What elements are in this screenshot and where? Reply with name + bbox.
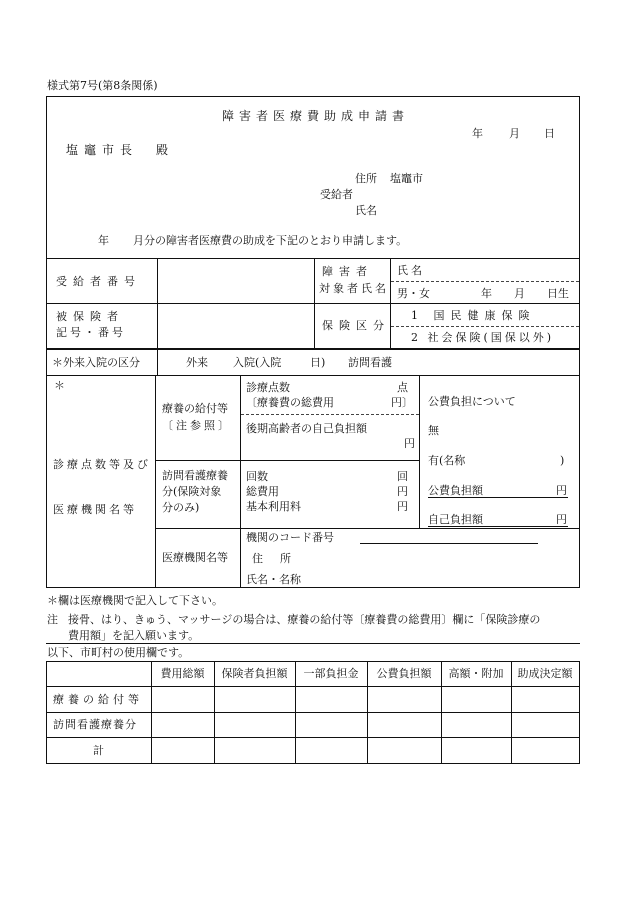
gender-field[interactable]: 男・女: [397, 287, 430, 300]
city-row-nursing: 訪問看護療養分: [53, 718, 137, 731]
star-note: ＊欄は医療機関で記入して下さい。: [47, 594, 223, 607]
nursing-label-line2: 分(保険対象: [162, 485, 222, 498]
visit-inpatient[interactable]: 入院(入院: [233, 356, 282, 369]
date-year: 年: [472, 127, 483, 140]
date-day: 日: [544, 127, 555, 140]
visit-count-unit: 回: [397, 470, 408, 483]
subject-label-line2: 対象者氏名: [319, 282, 389, 295]
form-number: 様式第7号(第8条関係): [47, 79, 158, 92]
birth-month: 月: [514, 287, 525, 300]
insured-label-line2: 記号・番号: [56, 326, 126, 339]
self-burden-amount-label: 自己負担額: [428, 513, 483, 526]
medical-star: ＊: [54, 379, 65, 392]
self-burden-amount-unit: 円: [556, 513, 567, 526]
points-label: 診療点数: [246, 381, 290, 394]
address-value: 塩竈市: [390, 172, 423, 185]
city-header-insurer-burden: 保険者負担額: [221, 667, 288, 680]
institution-code-label: 機関のコード番号: [246, 531, 334, 544]
city-row-total: 計: [93, 744, 104, 757]
recipient-label: 受給者: [320, 188, 353, 201]
visit-home-nursing[interactable]: 訪問看護: [348, 356, 392, 369]
insurance-option-national[interactable]: 1 国民健康保険: [411, 309, 536, 322]
nursing-label-line3: 分のみ): [162, 501, 200, 514]
nursing-total-unit: 円: [397, 485, 408, 498]
benefit-label-line1: 療養の給付等: [162, 402, 228, 415]
request-year: 年: [98, 234, 109, 247]
medical-side-label-line1: 診療点数等及び: [53, 458, 151, 471]
institution-name-label: 氏名・名称: [246, 573, 301, 586]
city-header-public-burden: 公費負担額: [376, 667, 432, 680]
date-month: 月: [509, 127, 520, 140]
public-burden-yes[interactable]: 有(名称: [428, 454, 466, 467]
subject-name-label: 氏名: [397, 264, 425, 277]
nursing-label-line1: 訪問看護療養: [162, 469, 228, 482]
city-row-benefit: 療養の給付等: [53, 693, 143, 706]
city-header-high-cost: 高額・附加: [448, 667, 504, 680]
visit-count-label: 回数: [246, 470, 268, 483]
basic-fee-unit: 円: [397, 500, 408, 513]
city-header-subsidy: 助成決定額: [517, 667, 573, 680]
visit-outpatient[interactable]: 外来: [186, 356, 208, 369]
city-use-note: 以下、市町村の使用欄です。: [47, 646, 190, 659]
applicant-name-label: 氏名: [355, 204, 377, 217]
institution-label: 医療機関名等: [162, 551, 228, 564]
public-burden-amount-unit: 円: [556, 484, 567, 497]
birth-year: 年: [481, 287, 492, 300]
insurance-category-label: 保険区分: [322, 319, 390, 332]
address-label: 住所: [355, 172, 377, 185]
insured-label-line1: 被保険者: [56, 310, 124, 323]
note-line1: 接骨、はり、きゅう、マッサージの場合は、療養の給付等〔療養費の総費用〕欄に「保険診療の: [68, 613, 541, 626]
elderly-burden-label: 後期高齢者の自己負担額: [246, 422, 367, 435]
elderly-burden-unit: 円: [404, 437, 415, 450]
benefit-label-line2: 〔注参照〕: [162, 419, 232, 432]
public-burden-amount-label: 公費負担額: [428, 484, 483, 497]
total-cost-unit: 円〕: [391, 396, 413, 409]
nursing-total-label: 総費用: [246, 485, 279, 498]
basic-fee-label: 基本利用料: [246, 500, 301, 513]
public-burden-none[interactable]: 無: [428, 424, 439, 437]
form-title: 障害者医療費助成申請書: [222, 109, 410, 123]
public-burden-about: 公費負担について: [428, 395, 516, 408]
public-burden-yes-close: ): [560, 454, 565, 467]
visit-inpatient-days: 日): [310, 356, 326, 369]
institution-address-label: 住 所: [252, 552, 294, 565]
medical-side-label-line2: 医療機関名等: [53, 503, 137, 516]
request-text: 月分の障害者医療費の助成を下記のとおり申請します。: [133, 234, 408, 247]
birth-day: 日生: [547, 287, 569, 300]
total-cost-label: 〔療養費の総費用: [246, 396, 334, 409]
points-unit: 点: [397, 381, 408, 394]
note-label: 注: [47, 613, 58, 626]
insurance-option-social[interactable]: 2 社会保険(国保以外): [411, 331, 555, 344]
addressee: 塩竈市長 殿: [66, 143, 175, 157]
note-line2: 費用額」を記入願います。: [68, 629, 200, 642]
city-header-total-cost: 費用総額: [160, 667, 205, 680]
subject-label-line1: 障害者: [322, 265, 373, 278]
visit-category-label: ＊外来入院の区分: [52, 356, 140, 369]
recipient-number-label: 受給者番号: [56, 275, 141, 288]
city-header-partial-burden: 一部負担金: [303, 667, 359, 680]
